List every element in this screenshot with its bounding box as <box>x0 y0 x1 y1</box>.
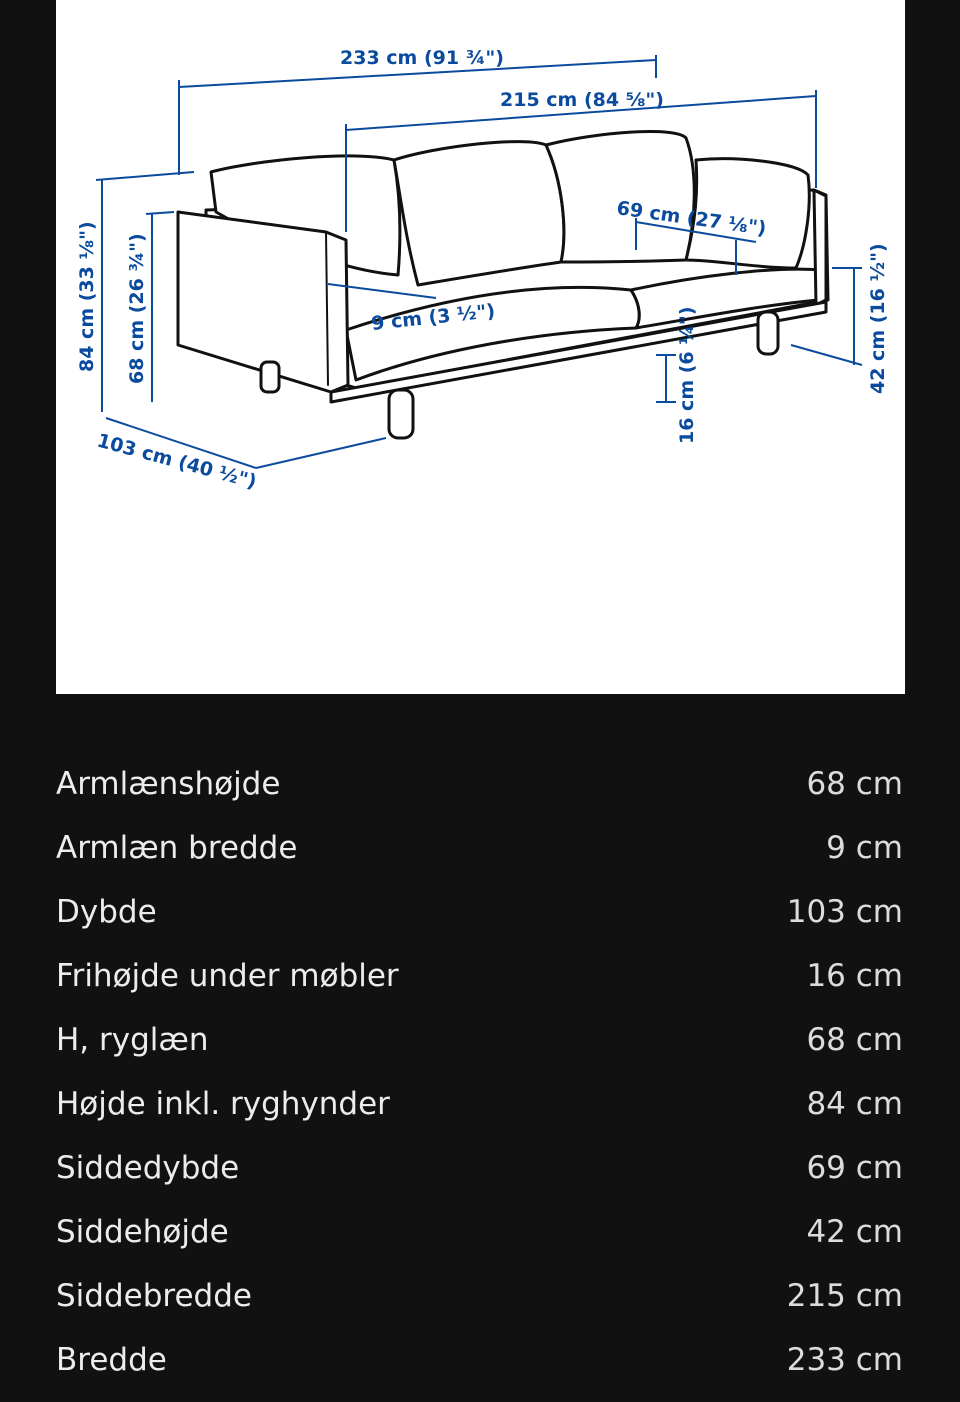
spec-label: Frihøjde under møbler <box>56 958 399 994</box>
spec-row-seat-depth <box>56 1136 903 1200</box>
dim-label-armrest-width: 9 cm (3 ½") <box>370 300 497 335</box>
spec-row-armrest-height <box>56 752 903 816</box>
dim-label-total-width: 233 cm (91 ¾") <box>340 47 504 69</box>
spec-label: Siddedybde <box>56 1150 240 1186</box>
spec-label: Højde inkl. ryghynder <box>56 1086 390 1122</box>
product-dimension-image <box>56 0 905 694</box>
spec-row-seat-height <box>56 1200 903 1264</box>
spec-value: 215 cm <box>786 1278 903 1314</box>
dim-label-seat-width: 215 cm (84 ⅝") <box>500 89 664 111</box>
spec-row-armrest-width <box>56 816 903 880</box>
spec-row-seat-width <box>56 1264 903 1328</box>
spec-row-depth <box>56 880 903 944</box>
spec-label: Armlænshøjde <box>56 766 281 802</box>
dim-label-seat-height: 42 cm (16 ½") <box>867 243 889 394</box>
spec-label: Siddebredde <box>56 1278 252 1314</box>
dimension-spec-list <box>56 752 903 1392</box>
dim-label-seat-depth: 69 cm (27 ⅛") <box>615 197 768 240</box>
spec-row-backrest-height <box>56 1008 903 1072</box>
dim-label-depth: 103 cm (40 ½") <box>94 429 259 494</box>
spec-value: 69 cm <box>806 1150 903 1186</box>
spec-label: Siddehøjde <box>56 1214 229 1250</box>
sofa-dimension-diagram <box>56 0 905 694</box>
spec-row-clearance <box>56 944 903 1008</box>
sofa-illustration <box>178 132 828 438</box>
spec-value: 84 cm <box>806 1086 903 1122</box>
spec-value: 42 cm <box>806 1214 903 1250</box>
dim-label-clearance: 16 cm (6 ¼") <box>676 306 698 444</box>
spec-label: Bredde <box>56 1342 167 1378</box>
spec-value: 103 cm <box>786 894 903 930</box>
spec-row-height-incl-cushions <box>56 1072 903 1136</box>
spec-label: Dybde <box>56 894 157 930</box>
spec-value: 16 cm <box>806 958 903 994</box>
spec-label: H, ryglæn <box>56 1022 209 1058</box>
spec-value: 9 cm <box>826 830 903 866</box>
spec-value: 233 cm <box>786 1342 903 1378</box>
spec-label: Armlæn bredde <box>56 830 298 866</box>
dim-label-total-height: 84 cm (33 ⅛") <box>76 221 98 372</box>
spec-row-width <box>56 1328 903 1392</box>
spec-value: 68 cm <box>806 766 903 802</box>
dim-label-backrest-height: 68 cm (26 ¾") <box>126 233 148 384</box>
spec-value: 68 cm <box>806 1022 903 1058</box>
